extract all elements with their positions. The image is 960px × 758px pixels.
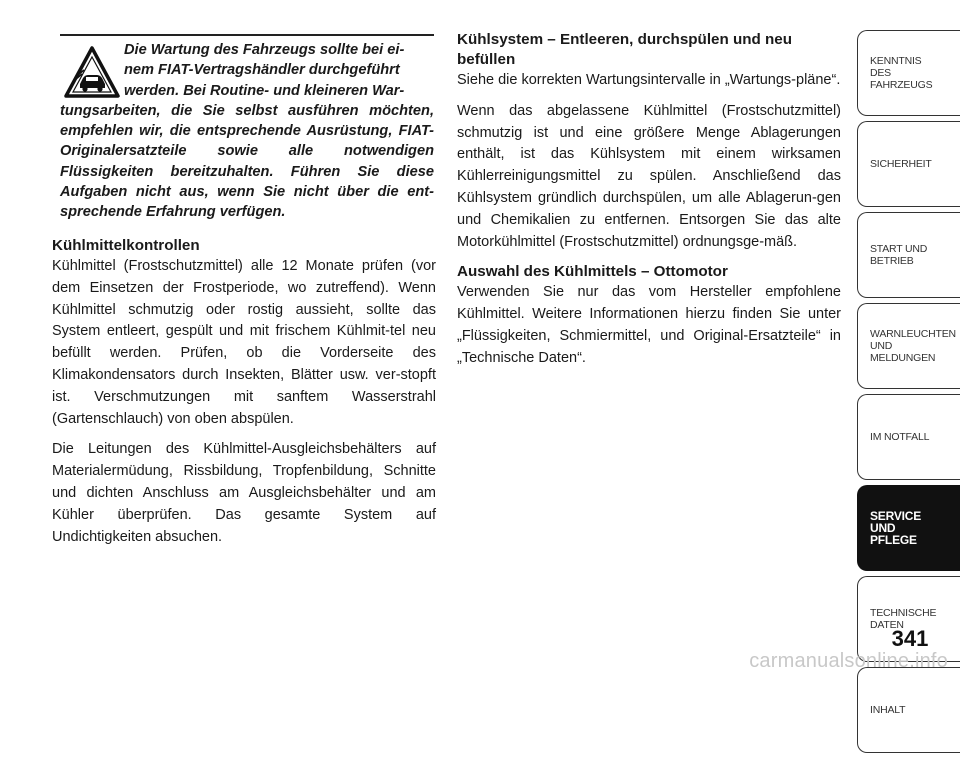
warning-triangle-car-icon — [64, 46, 120, 98]
tab-service-und-pflege[interactable] — [857, 485, 960, 571]
coolant-selection-heading: Auswahl des Kühlmittels – Ottomotor — [457, 263, 728, 281]
cooling-system-paragraph-1: Siehe die korrekten Wartungsintervalle in „Wartungs-pläne“. — [457, 72, 841, 88]
tab-warnleuchten[interactable] — [857, 303, 960, 389]
coolant-checks-paragraph-2: Die Leitungen des Kühlmittel-Ausgleichsbehälters auf Materialermüdung, Rissbildung, Tropfenbildung, Schnitte und dichten Anschluss am Ausgleichsbehälter und am Kühler überprüfen. Das gesamte System auf Undichtigkeiten absuchen. — [52, 441, 436, 545]
left-column — [52, 236, 436, 557]
warning-line-1: Die Wartung des Fahrzeugs sollte bei ei- — [124, 42, 405, 58]
tab-label: SERVICE UND PFLEGE — [870, 509, 922, 547]
warning-box — [60, 34, 434, 223]
tab-label: SICHERHEIT — [870, 158, 932, 170]
tab-kenntnis-des-fahrzeugs[interactable] — [857, 30, 960, 116]
coolant-selection-paragraph: Verwenden Sie nur das vom Hersteller empfohlene Kühlmittel. Weitere Informationen hierzu finden Sie unter „Flüssigkeiten, Schmiermittel, und Original-Ersatzteile“ in „Technische Daten“. — [457, 284, 841, 366]
tab-label: WARNLEUCHTEN UND MELDUNGEN — [870, 328, 956, 364]
tab-inhalt[interactable] — [857, 667, 960, 753]
tab-start-und-betrieb[interactable] — [857, 212, 960, 298]
tab-im-notfall[interactable] — [857, 394, 960, 480]
coolant-checks-paragraph-1: Kühlmittel (Frostschutzmittel) alle 12 Monate prüfen (vor dem Einsetzen der Frostperiode, wo zutreffend). Wenn Kühlmittel schmutzig oder rostig aussieht, sollte das System entleert, gespült und mit frischem Kühlmit-tel neu befüllt werden. Prüfen, ob die Vorderseite des Klimakondensators durch Insekten, Blätter usw. ver-stopft ist. Verschmutzungen mit sanftem Wasserstrahl (Gartenschlauch) von oben abspülen. — [52, 258, 436, 427]
warning-line-2: nem FIAT-Vertragshändler durchgeführt — [124, 62, 400, 79]
tab-label: INHALT — [870, 704, 906, 716]
page-number: 341 — [891, 626, 929, 651]
tab-label: START UND BETRIEB — [870, 243, 928, 267]
warning-top-rule — [60, 34, 434, 36]
cooling-system-heading: Kühlsystem – Entleeren, durchspülen und neu befüllen — [457, 31, 793, 68]
warning-line-3: werden. Bei Routine- und kleineren War- — [124, 82, 405, 99]
cooling-system-paragraph-2: Wenn das abgelassene Kühlmittel (Frostschutzmittel) schmutzig ist und eine größere Menge Ablagerungen enthält, ist das Kühlsystem mit einem wirksamen Kühlerreinigungsmittel zu spülen. Anschließend das Kühlsystem gründlich durchspülen, um alle Ablagerun-gen und Chemikalien zu entfernen. Entsorgen Sie das alte Motorkühlmittel (Frostschutzmittel) ordnungsge-mäß. — [457, 102, 841, 250]
warning-line-rest: tungsarbeiten, die Sie selbst ausführen möchten, empfehlen wir, die entsprechende Ausrüstung, FIAT-Originalersatzteile sowie alle notwendigen Flüssigkeiten bereitzuhalten. Führen Sie diese Aufgaben nicht aus, wenn Sie nicht über die ent-sprechende Erfahrung verfügen. — [60, 102, 434, 221]
coolant-checks-heading: Kühlmittelkontrollen — [52, 237, 200, 254]
watermark: carmanualsonline.info — [749, 650, 948, 672]
right-column — [457, 30, 841, 379]
tab-label: IM NOTFALL — [870, 431, 930, 443]
tab-label: TECHNISCHE DATEN — [870, 607, 937, 631]
tab-sicherheit[interactable] — [857, 121, 960, 207]
tab-label: KENNTNIS DES FAHRZEUGS — [870, 55, 933, 91]
